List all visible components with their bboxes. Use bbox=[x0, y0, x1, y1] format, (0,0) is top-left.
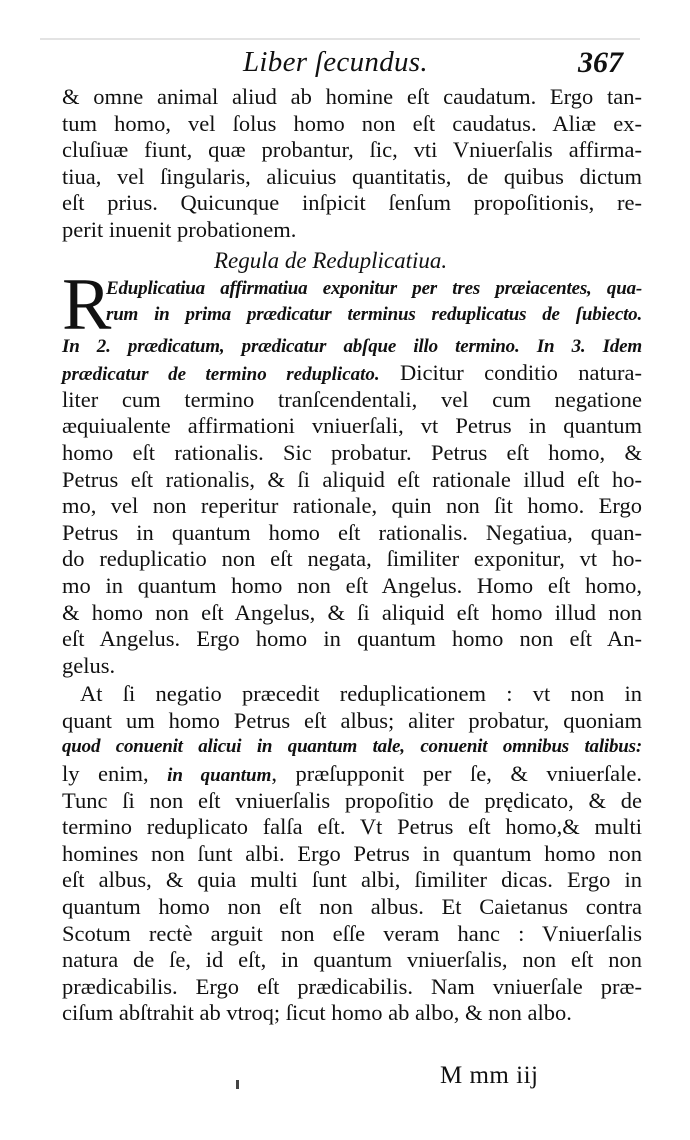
paragraph-2 bbox=[62, 263, 642, 680]
text-line: homines non ſunt albi. Ergo Petrus in quantum homo non bbox=[62, 840, 642, 866]
section-heading: Regula de Reduplicatiua. bbox=[214, 247, 448, 273]
italic-span: in quantum bbox=[167, 765, 272, 787]
text-block bbox=[62, 84, 642, 1027]
ink-speck bbox=[236, 1080, 239, 1089]
text-line: quantum homo non eſt non albus. Et Caietanus contra bbox=[62, 894, 642, 920]
text-line: prædicabilis. Ergo eſt prædicabilis. Nam vniuerſale præ- bbox=[62, 973, 642, 999]
text-line: cluſiuæ fiunt, quæ probantur, ſic, vti Vniuerſalis affirma- bbox=[62, 137, 642, 163]
signature-mark: M mm iij bbox=[440, 1062, 539, 1089]
text-line: mo in quantum homo non eſt Angelus. Homo eſt homo, bbox=[62, 572, 642, 598]
text-line: tum homo, vel ſolus homo non eſt caudatus. Aliæ ex- bbox=[62, 110, 642, 136]
text-line: perit inuenit probationem. bbox=[62, 216, 297, 242]
text-line: eſt Angelus. Ergo homo in quantum homo non eſt An- bbox=[62, 626, 642, 652]
text-line: quant um homo Petrus eſt albus; aliter probatur, quoniam bbox=[62, 707, 642, 733]
text-line: gelus. bbox=[62, 652, 116, 678]
text-line: æquiualente affirmationi vniuerſali, vt Petrus in quantum bbox=[62, 413, 642, 439]
text-span: , præſupponit per ſe, & vniuerſale. bbox=[271, 761, 642, 787]
italic-line: quod conuenit alicui in quantum tale, conuenit omnibus talibus: bbox=[62, 736, 642, 758]
italic-line: In 2. prædicatum, prædicatur abſque illo termino. In 3. Idem bbox=[62, 335, 642, 357]
text-line: eſt albus, & quia multi ſunt albi, ſimiliter dicas. Ergo in bbox=[62, 867, 642, 893]
italic-line: rum in prima prædicatur terminus reduplicatus de ſubiecto. bbox=[106, 304, 642, 326]
text-line bbox=[62, 360, 642, 387]
text-span: Dicitur conditio natura- bbox=[379, 360, 642, 386]
drop-cap: R bbox=[62, 263, 112, 346]
paragraph-3 bbox=[62, 681, 642, 1027]
italic-line: Eduplicatiua affirmatiua exponitur per tres præiacentes, qua- bbox=[106, 277, 642, 299]
text-line: & omne animal aliud ab homine eſt caudatum. Ergo tan- bbox=[62, 84, 642, 109]
page-edge-shadow bbox=[40, 38, 640, 40]
text-line: liter cum termino tranſcendentali, vel cum negatione bbox=[62, 386, 642, 412]
page-number: 367 bbox=[578, 46, 623, 79]
text-line: At ſi negatio præcedit reduplicationem : vt non in bbox=[80, 681, 642, 707]
text-span: ly enim, bbox=[62, 761, 168, 787]
text-line: natura de ſe, id eſt, in quantum vniuerſalis, non eſt non bbox=[62, 947, 642, 973]
paragraph-1 bbox=[62, 84, 642, 244]
text-line: ciſum abſtrahit ab vtroq; ſicut homo ab albo, & non albo. bbox=[62, 1000, 572, 1026]
text-line: eſt prius. Quicunque inſpicit ſenſum propoſitionis, re- bbox=[62, 190, 642, 216]
text-line: homo eſt rationalis. Sic probatur. Petrus eſt homo, & bbox=[62, 439, 642, 465]
italic-span: prædicatur de termino reduplicato. bbox=[62, 364, 380, 386]
text-line: Tunc ſi non eſt vniuerſalis propoſitio de prędicato, & de bbox=[62, 787, 642, 813]
text-line: tiua, vel ſingularis, alicuius quantitatis, de quibus dictum bbox=[62, 163, 642, 189]
text-line: Petrus in quantum homo eſt rationalis. Negatiua, quan- bbox=[62, 519, 642, 545]
running-head bbox=[0, 46, 690, 86]
text-line: Scotum rectè arguit non eſſe veram hanc : Vniuerſalis bbox=[62, 920, 642, 946]
running-title: Liber ſecundus. bbox=[243, 46, 428, 78]
text-line: & homo non eſt Angelus, & ſi aliquid eſt homo illud non bbox=[62, 599, 642, 625]
text-line: Petrus eſt rationalis, & ſi aliquid eſt rationale illud eſt ho- bbox=[62, 466, 642, 492]
text-line: termino reduplicato falſa eſt. Vt Petrus eſt homo,& multi bbox=[62, 814, 642, 840]
text-line bbox=[62, 761, 642, 788]
text-line: do reduplicatio non eſt negata, ſimiliter exponitur, vt ho- bbox=[62, 546, 642, 572]
text-line: mo, vel non reperitur rationale, quin non ſit homo. Ergo bbox=[62, 493, 642, 519]
